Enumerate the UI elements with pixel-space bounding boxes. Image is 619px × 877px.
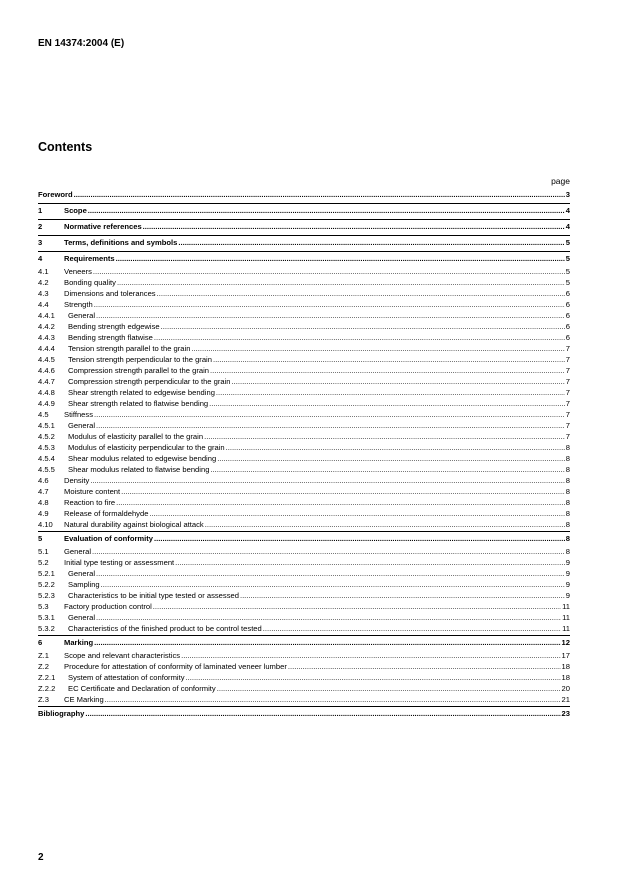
toc-entry[interactable] <box>38 508 570 519</box>
dot-leader <box>205 519 565 530</box>
toc-entry-page: 5 <box>565 267 570 276</box>
toc-entry-title: Factory production control <box>64 602 152 611</box>
toc-entry-number: 4.7 <box>38 487 49 496</box>
toc-entry-page: 12 <box>561 638 570 647</box>
toc-entry-page: 8 <box>565 465 570 474</box>
toc-entry-number: 4.4.7 <box>38 377 55 386</box>
toc-entry-number: 4.5.2 <box>38 432 55 441</box>
dot-leader <box>210 464 564 475</box>
toc-entry-number: 4.4.8 <box>38 388 55 397</box>
table-of-contents <box>38 188 570 721</box>
toc-entry-number: 4.10 <box>38 520 53 529</box>
dot-leader <box>191 343 564 354</box>
toc-entry-title: General <box>64 547 92 556</box>
dot-leader <box>74 188 565 202</box>
toc-entry-page: 5 <box>565 278 570 287</box>
toc-entry-page: 7 <box>565 399 570 408</box>
toc-entry[interactable] <box>38 672 570 683</box>
toc-entry[interactable] <box>38 376 570 387</box>
toc-entry-title: Strength <box>64 300 93 309</box>
toc-entry-page: 18 <box>561 662 570 671</box>
toc-entry-number: 1 <box>38 206 43 215</box>
toc-entry-title: Bonding quality <box>64 278 116 287</box>
toc-entry-title: Veneers <box>64 267 92 276</box>
toc-entry-page: 7 <box>565 432 570 441</box>
toc-entry-title: System of attestation of conformity <box>68 673 185 682</box>
toc-entry[interactable] <box>38 532 570 546</box>
toc-entry-title: Normative references <box>64 222 142 231</box>
toc-entry[interactable] <box>38 694 570 705</box>
toc-entry[interactable] <box>38 442 570 453</box>
toc-entry[interactable] <box>38 220 570 234</box>
toc-entry-title: Terms, definitions and symbols <box>64 238 178 247</box>
dot-leader <box>96 310 565 321</box>
toc-entry[interactable] <box>38 464 570 475</box>
toc-entry-title: Density <box>64 476 90 485</box>
toc-entry-number: 2 <box>38 222 43 231</box>
toc-entry-number: 4.4.3 <box>38 333 55 342</box>
toc-entry[interactable] <box>38 557 570 568</box>
toc-entry-number: 4.4.5 <box>38 355 55 364</box>
toc-entry[interactable] <box>38 398 570 409</box>
toc-entry-number: 4.5.1 <box>38 421 55 430</box>
toc-entry-number: 4.9 <box>38 509 49 518</box>
toc-entry-page: 6 <box>565 289 570 298</box>
toc-entry-page: 7 <box>565 344 570 353</box>
toc-entry-page: 7 <box>565 366 570 375</box>
toc-entry-number: Z.3 <box>38 695 49 704</box>
toc-entry[interactable] <box>38 601 570 612</box>
dot-leader <box>157 288 565 299</box>
toc-entry-page: 17 <box>561 651 570 660</box>
toc-entry[interactable] <box>38 409 570 420</box>
dot-leader <box>143 220 565 234</box>
toc-entry-number: 4 <box>38 254 43 263</box>
dot-leader <box>121 486 565 497</box>
toc-entry-title: CE Marking <box>64 695 104 704</box>
page-column-label: page <box>551 176 570 186</box>
toc-entry-page: 8 <box>565 534 570 543</box>
toc-entry-title: Characteristics to be initial type tested or assessed <box>68 591 239 600</box>
toc-entry-title: Characteristics of the finished product to be control tested <box>68 624 262 633</box>
toc-entry-number: Z.2.1 <box>38 673 56 682</box>
toc-entry-number: 4.5.5 <box>38 465 55 474</box>
toc-entry-page: 5 <box>565 254 570 263</box>
toc-entry[interactable] <box>38 266 570 277</box>
toc-entry-title: Dimensions and tolerances <box>64 289 156 298</box>
toc-entry-page: 11 <box>562 613 570 622</box>
toc-entry[interactable] <box>38 497 570 508</box>
toc-entry-title: Scope and relevant characteristics <box>64 651 181 660</box>
toc-entry-title: General <box>68 311 96 320</box>
toc-entry-title: Modulus of elasticity perpendicular to the grain <box>68 443 225 452</box>
toc-entry-number: 5 <box>38 534 43 543</box>
dot-leader <box>209 398 565 409</box>
toc-entry-page: 8 <box>565 498 570 507</box>
toc-entry-number: 5.2.1 <box>38 569 55 578</box>
toc-entry-page: 9 <box>565 580 570 589</box>
dot-leader <box>85 707 560 721</box>
dot-leader <box>96 612 561 623</box>
toc-entry-page: 9 <box>565 558 570 567</box>
dot-leader <box>116 252 565 266</box>
toc-entry-title: EC Certificate and Declaration of conformity <box>68 684 216 693</box>
toc-entry-page: 21 <box>561 695 570 704</box>
toc-entry-page: 8 <box>565 547 570 556</box>
toc-entry-title: Tension strength perpendicular to the grain <box>68 355 212 364</box>
toc-entry-page: 18 <box>561 673 570 682</box>
toc-entry-number: 5.2.2 <box>38 580 55 589</box>
toc-entry[interactable] <box>38 420 570 431</box>
contents-title: Contents <box>38 140 93 154</box>
toc-entry-title: General <box>68 613 96 622</box>
toc-entry[interactable] <box>38 387 570 398</box>
toc-entry-page: 8 <box>565 454 570 463</box>
toc-entry-page: 23 <box>561 709 570 718</box>
toc-entry-page: 11 <box>562 624 570 633</box>
toc-entry[interactable] <box>38 332 570 343</box>
dot-leader <box>101 579 565 590</box>
dot-leader <box>161 321 565 332</box>
toc-entry-title: Evaluation of conformity <box>64 534 154 543</box>
toc-entry[interactable] <box>38 188 570 202</box>
toc-entry[interactable] <box>38 707 570 721</box>
dot-leader <box>94 299 565 310</box>
toc-entry-number: 4.4.9 <box>38 399 55 408</box>
dot-leader <box>96 568 565 579</box>
toc-entry-number: 4.2 <box>38 278 49 287</box>
toc-entry[interactable] <box>38 546 570 557</box>
toc-entry-page: 4 <box>565 222 570 231</box>
toc-entry[interactable] <box>38 683 570 694</box>
dot-leader <box>94 409 565 420</box>
toc-entry-page: 7 <box>565 410 570 419</box>
toc-entry-page: 7 <box>565 421 570 430</box>
toc-entry-title: Bending strength flatwise <box>68 333 153 342</box>
toc-entry-number: 4.5 <box>38 410 49 419</box>
toc-entry-page: 8 <box>565 476 570 485</box>
toc-entry-number: 5.3.2 <box>38 624 55 633</box>
dot-leader <box>226 442 565 453</box>
toc-entry-number: 5.3.1 <box>38 613 55 622</box>
toc-entry[interactable] <box>38 277 570 288</box>
dot-leader <box>240 590 565 601</box>
dot-leader <box>105 694 561 705</box>
toc-entry-title: Modulus of elasticity parallel to the grain <box>68 432 204 441</box>
toc-entry-number: 6 <box>38 638 43 647</box>
toc-entry-number: 4.1 <box>38 267 49 276</box>
toc-entry-number: 4.4.1 <box>38 311 55 320</box>
toc-entry-page: 6 <box>565 333 570 342</box>
dot-leader <box>94 636 560 650</box>
toc-entry[interactable] <box>38 568 570 579</box>
document-header: EN 14374:2004 (E) <box>38 38 125 49</box>
dot-leader <box>116 497 565 508</box>
toc-entry-title: Procedure for attestation of conformity of laminated veneer lumber <box>64 662 287 671</box>
toc-entry-page: 8 <box>565 520 570 529</box>
dot-leader <box>217 683 561 694</box>
dot-leader <box>92 546 565 557</box>
dot-leader <box>210 365 565 376</box>
toc-entry-page: 8 <box>565 509 570 518</box>
toc-entry[interactable] <box>38 590 570 601</box>
toc-entry[interactable] <box>38 288 570 299</box>
toc-entry[interactable] <box>38 661 570 672</box>
toc-entry-title: Requirements <box>64 254 115 263</box>
toc-entry-title: Compression strength perpendicular to the grain <box>68 377 231 386</box>
toc-entry[interactable] <box>38 252 570 266</box>
dot-leader <box>204 431 565 442</box>
toc-entry-title: Shear strength related to edgewise bending <box>68 388 215 397</box>
dot-leader <box>88 204 565 218</box>
toc-entry-number: 4.8 <box>38 498 49 507</box>
toc-entry-number: 3 <box>38 238 43 247</box>
toc-entry[interactable] <box>38 299 570 310</box>
toc-entry-title: Shear modulus related to edgewise bending <box>68 454 217 463</box>
toc-entry[interactable] <box>38 519 570 530</box>
toc-entry-title: Shear modulus related to flatwise bending <box>68 465 210 474</box>
dot-leader <box>149 508 564 519</box>
toc-entry-page: 20 <box>561 684 570 693</box>
toc-entry-title: Compression strength parallel to the grain <box>68 366 209 375</box>
toc-entry-title: Stiffness <box>64 410 93 419</box>
dot-leader <box>181 650 560 661</box>
toc-entry-number: 4.4.4 <box>38 344 55 353</box>
toc-entry-title: Natural durability against biological attack <box>64 520 204 529</box>
page-number: 2 <box>38 852 44 863</box>
toc-entry[interactable] <box>38 204 570 218</box>
dot-leader <box>217 453 565 464</box>
toc-entry-title: General <box>68 421 96 430</box>
dot-leader <box>186 672 561 683</box>
toc-entry-number: 5.2 <box>38 558 49 567</box>
toc-entry-title: Initial type testing or assessment <box>64 558 175 567</box>
toc-entry[interactable] <box>38 623 570 634</box>
dot-leader <box>93 266 565 277</box>
toc-entry[interactable] <box>38 579 570 590</box>
toc-entry[interactable] <box>38 431 570 442</box>
toc-entry-title: Tension strength parallel to the grain <box>68 344 191 353</box>
dot-leader <box>175 557 565 568</box>
toc-entry-page: 9 <box>565 591 570 600</box>
toc-entry[interactable] <box>38 321 570 332</box>
toc-entry-title: Scope <box>64 206 87 215</box>
toc-entry-number: Z.2.2 <box>38 684 56 693</box>
toc-entry-title: Release of formaldehyde <box>64 509 149 518</box>
toc-entry-number: 4.6 <box>38 476 49 485</box>
toc-entry[interactable] <box>38 310 570 321</box>
toc-entry-title: Marking <box>64 638 94 647</box>
toc-entry-page: 7 <box>565 377 570 386</box>
toc-entry-number: Z.2 <box>38 662 49 671</box>
toc-entry-page: 4 <box>565 206 570 215</box>
toc-entry[interactable] <box>38 365 570 376</box>
dot-leader <box>216 387 565 398</box>
toc-entry-title: Foreword <box>38 190 73 199</box>
toc-entry-number: 5.1 <box>38 547 49 556</box>
toc-entry-number: 5.3 <box>38 602 49 611</box>
toc-entry-page: 9 <box>565 569 570 578</box>
toc-entry-page: 6 <box>565 311 570 320</box>
toc-entry-page: 6 <box>565 322 570 331</box>
dot-leader <box>153 601 561 612</box>
dot-leader <box>90 475 564 486</box>
toc-entry-title: General <box>68 569 96 578</box>
toc-entry[interactable] <box>38 475 570 486</box>
toc-entry-number: 4.4 <box>38 300 49 309</box>
toc-entry-page: 8 <box>565 443 570 452</box>
toc-entry-title: Shear strength related to flatwise bending <box>68 399 209 408</box>
toc-entry-number: 5.2.3 <box>38 591 55 600</box>
dot-leader <box>263 623 561 634</box>
toc-entry-number: 4.4.2 <box>38 322 55 331</box>
toc-entry-page: 11 <box>562 602 570 611</box>
toc-entry[interactable] <box>38 650 570 661</box>
dot-leader <box>117 277 565 288</box>
dot-leader <box>232 376 565 387</box>
toc-entry[interactable] <box>38 236 570 250</box>
dot-leader <box>96 420 565 431</box>
dot-leader <box>178 236 564 250</box>
toc-entry-title: Reaction to fire <box>64 498 116 507</box>
dot-leader <box>154 532 565 546</box>
toc-entry[interactable] <box>38 343 570 354</box>
toc-entry[interactable] <box>38 612 570 623</box>
dot-leader <box>154 332 565 343</box>
toc-entry-page: 6 <box>565 300 570 309</box>
toc-entry[interactable] <box>38 636 570 650</box>
dot-leader <box>288 661 561 672</box>
toc-entry-number: 4.3 <box>38 289 49 298</box>
toc-entry[interactable] <box>38 486 570 497</box>
toc-entry-page: 5 <box>565 238 570 247</box>
toc-entry-number: Z.1 <box>38 651 49 660</box>
toc-entry[interactable] <box>38 453 570 464</box>
toc-entry-number: 4.4.6 <box>38 366 55 375</box>
toc-entry-page: 3 <box>565 190 570 199</box>
toc-entry-title: Sampling <box>68 580 100 589</box>
toc-entry-number: 4.5.4 <box>38 454 55 463</box>
toc-entry[interactable] <box>38 354 570 365</box>
toc-entry-page: 8 <box>565 487 570 496</box>
toc-entry-number: 4.5.3 <box>38 443 55 452</box>
dot-leader <box>213 354 565 365</box>
toc-entry-title: Bibliography <box>38 709 85 718</box>
toc-entry-page: 7 <box>565 388 570 397</box>
toc-entry-title: Moisture content <box>64 487 121 496</box>
toc-entry-title: Bending strength edgewise <box>68 322 160 331</box>
toc-entry-page: 7 <box>565 355 570 364</box>
